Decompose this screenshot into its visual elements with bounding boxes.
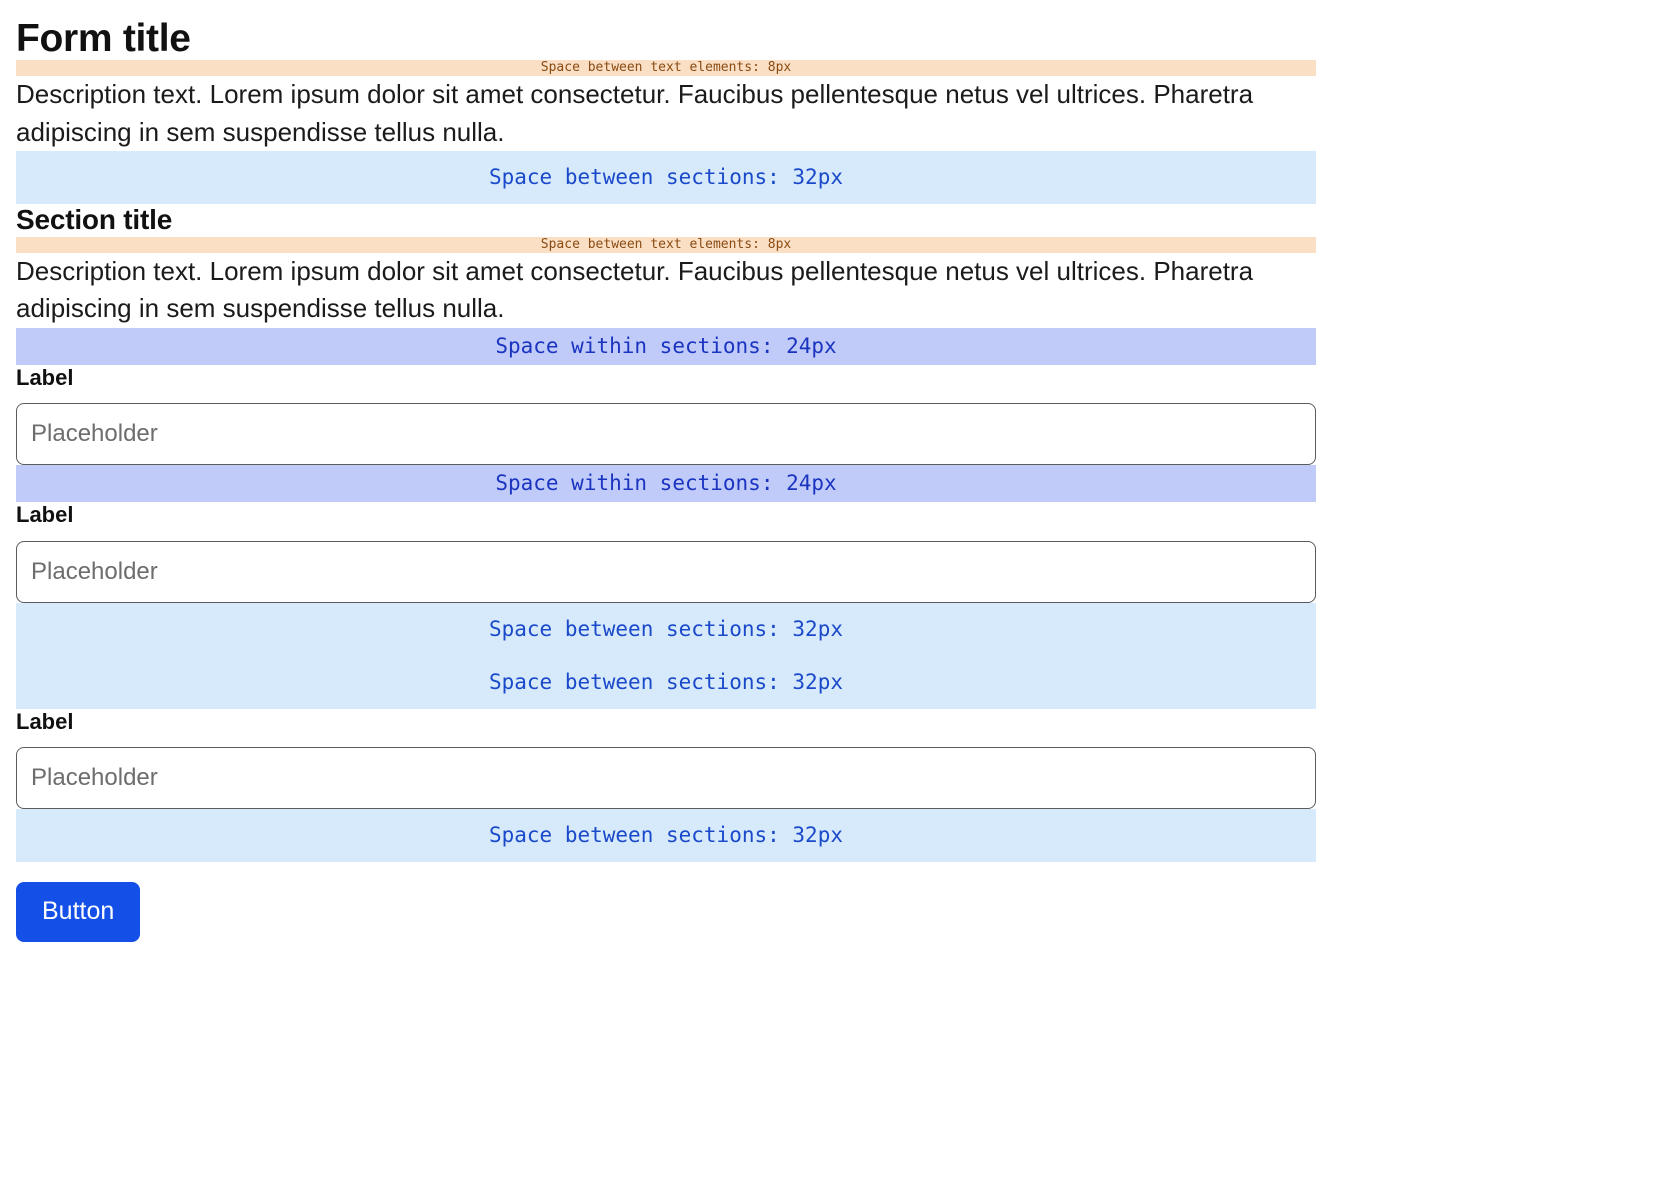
spacer-between-sections-4: Space between sections: 32px	[16, 809, 1316, 862]
spacer-text-elements-1: Space between text elements: 8px	[16, 60, 1316, 76]
spacer-between-sections-3: Space between sections: 32px	[16, 656, 1316, 709]
spacer-within-sections-2: Space within sections: 24px	[16, 465, 1316, 502]
text-input-2[interactable]	[16, 541, 1316, 603]
form-content	[16, 18, 1316, 942]
spacer-text-elements-2: Space between text elements: 8px	[16, 237, 1316, 253]
page-title: Form title	[16, 17, 191, 60]
submit-button[interactable]: Button	[16, 882, 140, 942]
section-title: Section title	[16, 204, 173, 236]
spacer-between-sections-2: Space between sections: 32px	[16, 603, 1316, 656]
field-label-2: Label	[16, 502, 74, 528]
spacer-within-sections-1: Space within sections: 24px	[16, 328, 1316, 365]
field-label-1: Label	[16, 365, 74, 391]
spacer-between-sections-1: Space between sections: 32px	[16, 151, 1316, 204]
text-input-1[interactable]	[16, 403, 1316, 465]
text-input-3[interactable]	[16, 747, 1316, 809]
section-description: Description text. Lorem ipsum dolor sit amet consectetur. Faucibus pellentesque netus vel ultrices. Pharetra adipiscing in sem suspendisse tellus nulla.	[16, 255, 1254, 324]
form-description: Description text. Lorem ipsum dolor sit amet consectetur. Faucibus pellentesque netus vel ultrices. Pharetra adipiscing in sem suspendisse tellus nulla.	[16, 79, 1254, 147]
field-label-3: Label	[16, 708, 74, 734]
